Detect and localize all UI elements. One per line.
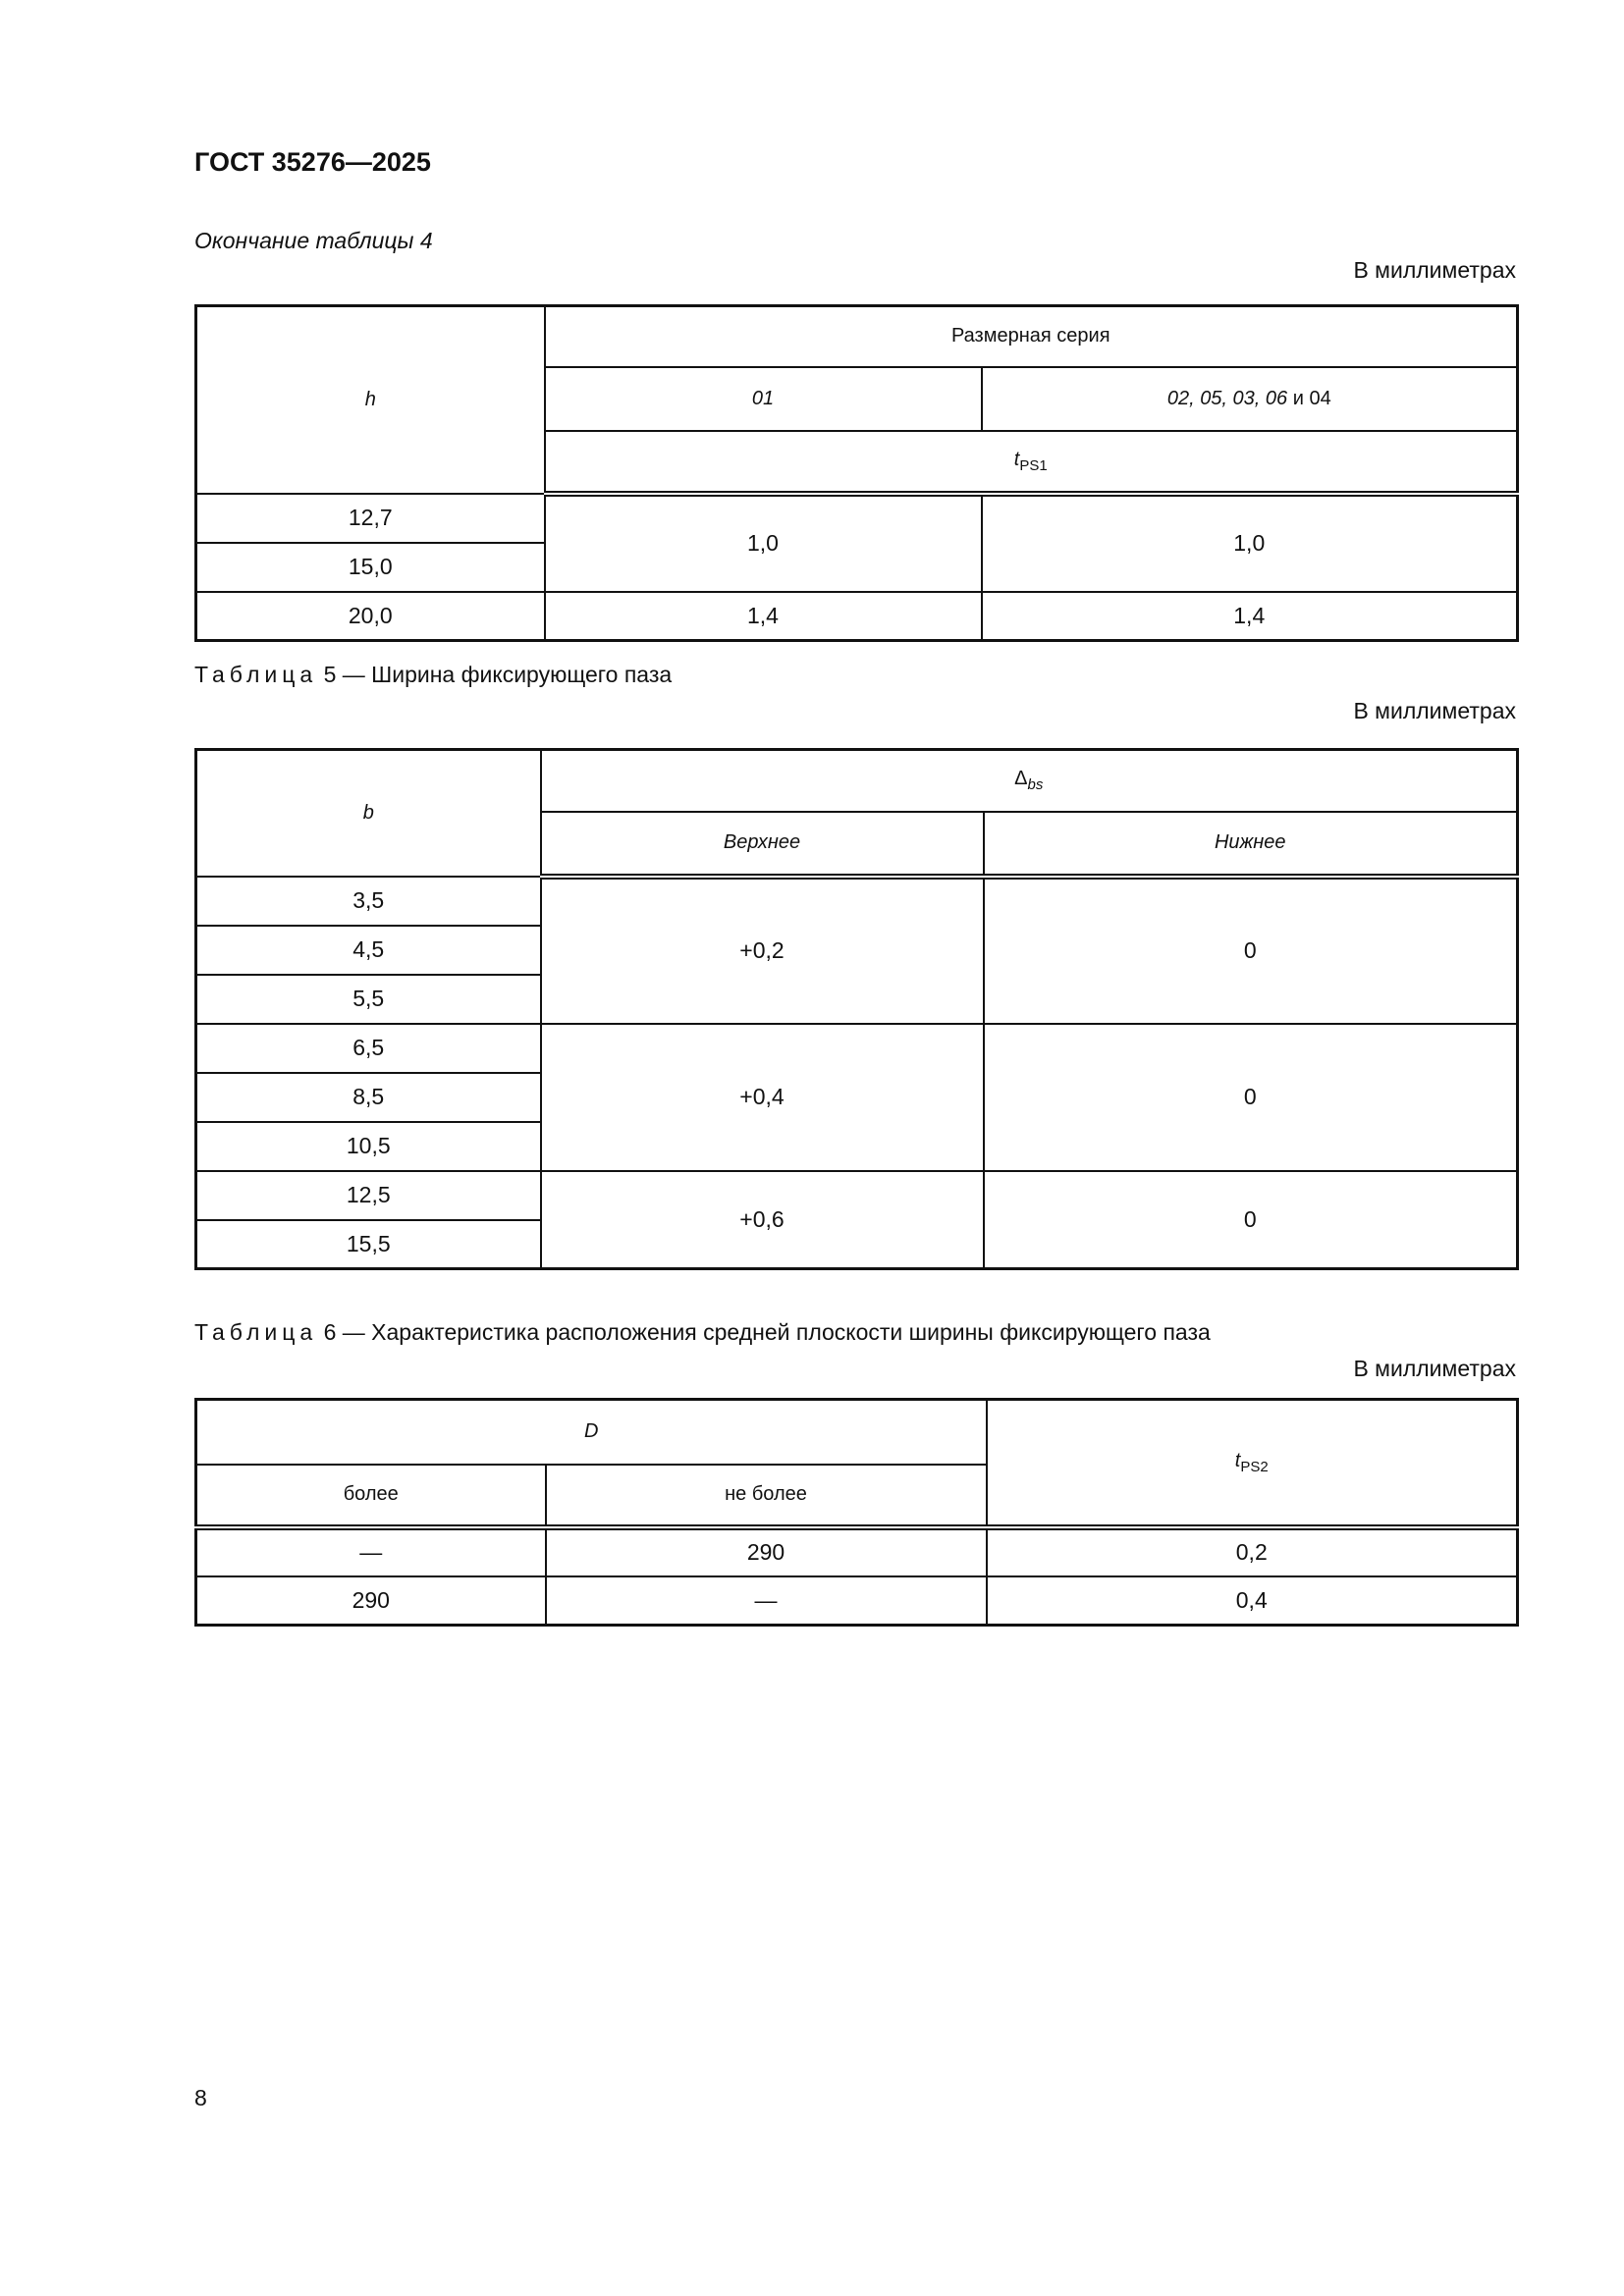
header-b: b [196,750,541,877]
header-not-more: не более [546,1465,987,1527]
header-delta-bs: $\Delta_{bs}$ [541,750,1518,812]
cell-h: 12,7 [196,494,545,543]
cell-b: 15,5 [196,1220,541,1269]
cell-upper: +0,6 [541,1171,984,1269]
document-title: ГОСТ 35276—2025 [194,147,431,177]
cell-b: 10,5 [196,1122,541,1171]
cell-h: 15,0 [196,543,545,592]
cell-tps2: 0,4 [987,1576,1518,1626]
cell-h: 20,0 [196,592,545,641]
cell-value: 1,4 [545,592,982,641]
table-4 [194,304,1519,642]
table-6 [194,1398,1519,1627]
header-upper: Верхнее [541,812,984,877]
table5-unit: В миллиметрах [1353,698,1516,723]
cell-lower: 0 [984,877,1518,1024]
cell-not-more: 290 [546,1527,987,1576]
cell-upper: +0,4 [541,1024,984,1171]
cell-not-more: — [546,1576,987,1626]
table5-caption: Таблица 5 — Ширина фиксирующего паза [194,662,673,687]
cell-tps2: 0,2 [987,1527,1518,1576]
cell-b: 12,5 [196,1171,541,1220]
cell-upper: +0,2 [541,877,984,1024]
cell-more: — [196,1527,546,1576]
header-h: h [196,306,545,494]
header-more: более [196,1465,546,1527]
cell-b: 3,5 [196,877,541,926]
table6-unit: В миллиметрах [1353,1356,1516,1381]
cell-lower: 0 [984,1024,1518,1171]
cell-lower: 0 [984,1171,1518,1269]
cell-value: 1,0 [545,494,982,592]
header-series-other: 02, 05, 03, 06 и 04 [982,367,1518,431]
page-number: 8 [194,2085,207,2110]
header-tps1: $t_{PS1}$ [545,431,1518,494]
cell-value: 1,0 [982,494,1518,592]
header-tps2: $t_{PS2}$ [987,1400,1518,1527]
cell-b: 5,5 [196,975,541,1024]
cell-b: 6,5 [196,1024,541,1073]
cell-value: 1,4 [982,592,1518,641]
table6-caption: Таблица 6 — Характеристика расположения средней плоскости ширины фиксирующего паза [194,1319,1211,1345]
cell-more: 290 [196,1576,546,1626]
header-size-series: Размерная серия [545,306,1518,367]
header-D: D [196,1400,987,1465]
table4-unit: В миллиметрах [1353,257,1516,283]
table-5 [194,748,1519,1270]
header-series-01: 01 [545,367,982,431]
cell-b: 4,5 [196,926,541,975]
header-lower: Нижнее [984,812,1518,877]
cell-b: 8,5 [196,1073,541,1122]
table4-continuation-caption: Окончание таблицы 4 [194,228,433,253]
